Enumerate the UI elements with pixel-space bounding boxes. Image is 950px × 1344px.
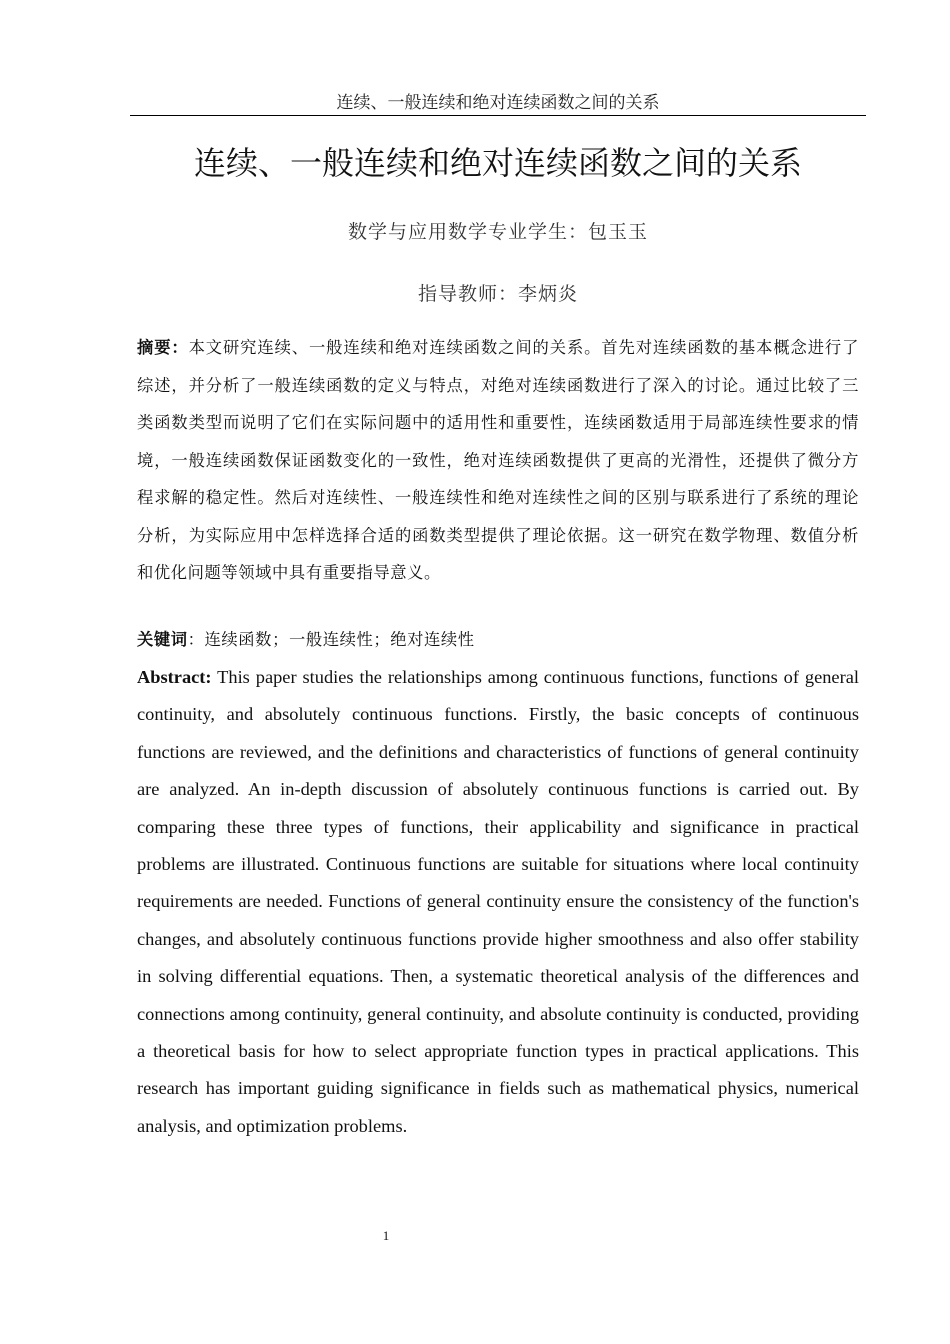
english-abstract-text: This paper studies the relationships among continuous functions, functions of general continuity, and absolutely continuous functions. Firstly, the basic concepts of continuous functions are reviewed, and the definitions and characteristics of functions of general continuity are analyzed. An in-depth discussion of absolutely continuous functions is carried out. By comparing these three types of functions, their applicability and significance in practical problems are illustrated. Continuous functions are suitable for situations where local continuity requirements are needed. Functions of general continuity ensure the consistency of the function's changes, and absolutely continuous functions provide higher smoothness and also offer stability in solving differential equations. Then, a systematic theoretical analysis of the differences and connections among continuity, general continuity, and absolute continuity is conducted, providing a theoretical basis for how to select appropriate function types in practical applications. This research has important guiding significance in fields such as mathematical physics, numerical analysis, and optimization problems. — [137, 667, 859, 1136]
keywords-text: ：连续函数；一般连续性；绝对连续性 — [187, 630, 475, 649]
page-number: 1 — [382, 1228, 390, 1243]
english-abstract-label: Abstract: — [137, 667, 212, 687]
chinese-abstract — [137, 329, 859, 592]
paper-title: 连续、一般连续和绝对连续函数之间的关系 — [193, 144, 802, 182]
advisor-line: 指导教师：李炳炎 — [417, 283, 578, 305]
author-line: 数学与应用数学专业学生：包玉玉 — [347, 221, 648, 243]
english-abstract — [137, 659, 859, 1145]
header-rule — [130, 115, 866, 116]
keywords-label: 关键词 — [137, 630, 188, 649]
running-header: 连续、一般连续和绝对连续函数之间的关系 — [336, 93, 660, 113]
chinese-abstract-text: 本文研究连续、一般连续和绝对连续函数之间的关系。首先对连续函数的基本概念进行了综述，并分析了一般连续函数的定义与特点，对绝对连续函数进行了深入的讨论。通过比较了三类函数类型而说明了它们在实际问题中的适用性和重要性，连续函数适用于局部连续性要求的情境，一般连续函数保证函数变化的一致性，绝对连续函数提供了更高的光滑性，还提供了微分方程求解的稳定性。然后对连续性、一般连续性和绝对连续性之间的区别与联系进行了系统的理论分析，为实际应用中怎样选择合适的函数类型提供了理论依据。这一研究在数学物理、数值分析和优化问题等领域中具有重要指导意义。 — [137, 338, 859, 582]
chinese-abstract-label: 摘要： — [137, 338, 189, 357]
keywords — [137, 625, 859, 655]
